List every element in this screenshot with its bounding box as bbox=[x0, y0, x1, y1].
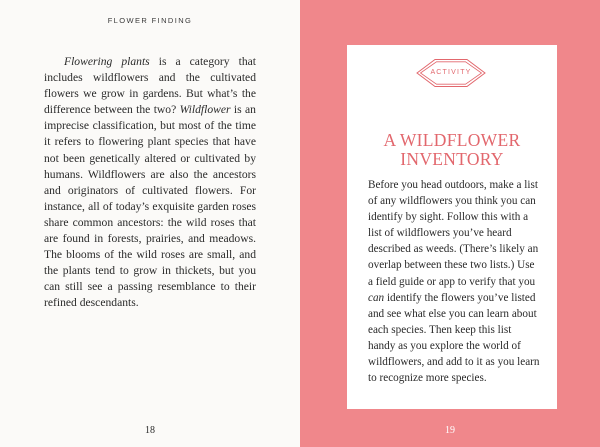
body-paragraph bbox=[44, 54, 256, 312]
text-run: is an imprecise classification, but most of the time it refers to flowering plant species that have not been genetically altered or cultivated by humans. Wildflowers are also the ancestors and originators of cultivated flowers. For instance, all of today’s exquisite garden roses share common ancestors: the wild roses that are found in forests, prairies, and meadows. The blooms of the wild roses are small, and the plants tend to grow in thickets, but you can still see a passing resemblance to their refined descendants. bbox=[44, 103, 256, 310]
running-head: FLOWER FINDING bbox=[107, 16, 193, 25]
badge-label: ACTIVITY bbox=[430, 69, 472, 76]
card-body bbox=[368, 177, 540, 386]
body-text bbox=[44, 54, 256, 312]
italic-text-run: Wildflower bbox=[179, 103, 231, 117]
card-title-line-1: A WILDFLOWER bbox=[383, 130, 521, 150]
activity-badge bbox=[415, 58, 487, 88]
page-number-left: 18 bbox=[145, 425, 155, 436]
activity-card bbox=[347, 45, 557, 409]
page-number-right: 19 bbox=[445, 425, 455, 436]
italic-text-run: Flowering plants bbox=[64, 55, 150, 68]
right-page bbox=[300, 0, 600, 447]
card-title bbox=[347, 131, 557, 169]
italic-text-run: can bbox=[368, 291, 385, 304]
text-run: Before you head outdoors, make a list of any wildflowers you think you can identify by sight. Follow this with a list of wildflowers you’ve heard described as weeds. (There’s likely an overlap between these two lists.) Use a field guide or app to verify that you bbox=[368, 179, 539, 288]
text-run: identify the flowers you’ve listed and see what else you can learn about each species. Then keep this list handy as you explore the world of wildflowers, and add to it as you learn to recognize more species. bbox=[368, 291, 540, 385]
text-run: is a category that includes wildflowers and the cultivated flowers we grow in gardens. But what’s the difference between the two? bbox=[44, 55, 256, 117]
card-paragraph bbox=[368, 177, 540, 386]
card-title-line-2: INVENTORY bbox=[400, 149, 504, 169]
